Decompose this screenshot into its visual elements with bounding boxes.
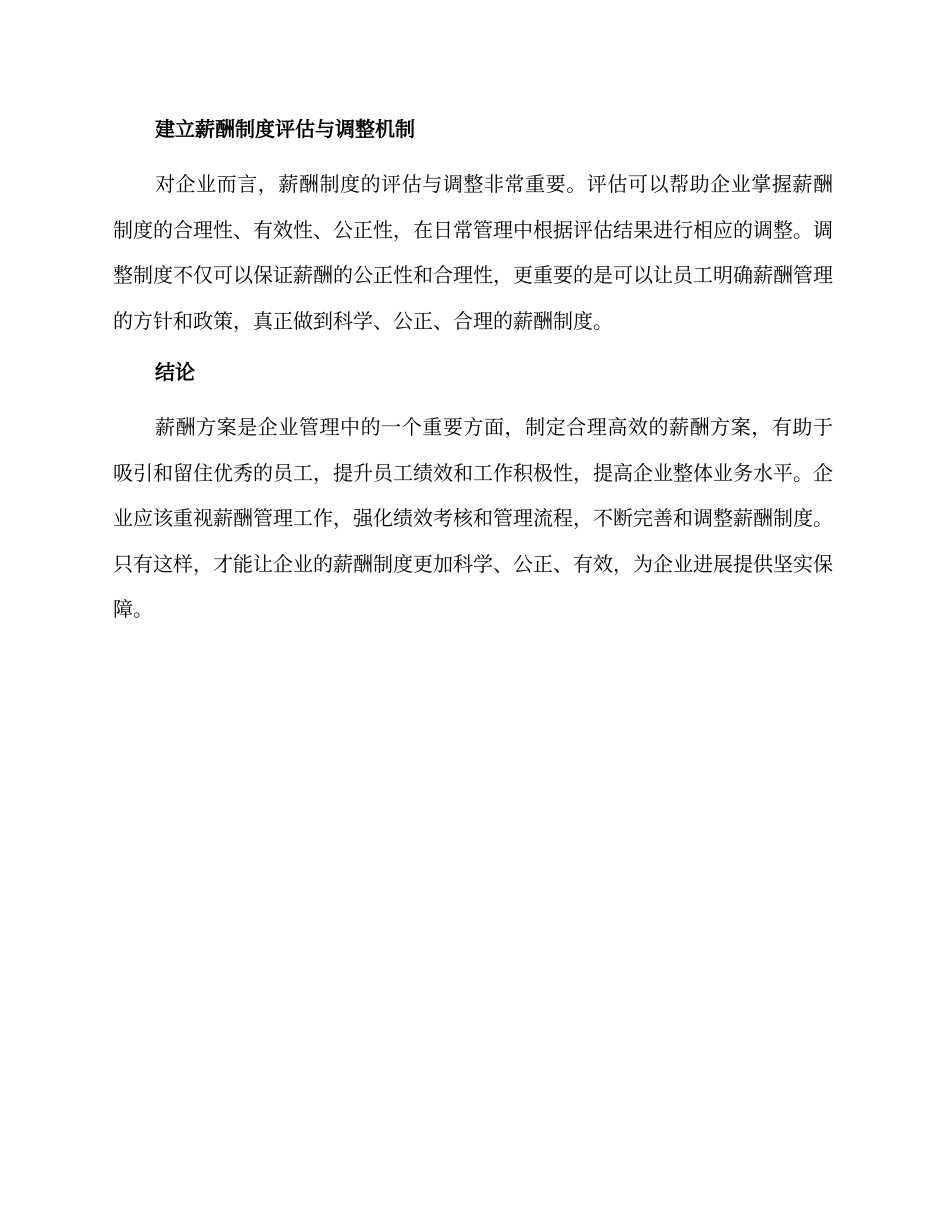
document-body bbox=[113, 113, 833, 633]
paragraph-conclusion: 薪酬方案是企业管理中的一个重要方面，制定合理高效的薪酬方案，有助于吸引和留住优秀的员工，提升员工绩效和工作积极性，提高企业整体业务水平。企业应该重视薪酬管理工作，强化绩效考核和管理流程，不断完善和调整薪酬制度。只有这样，才能让企业的薪酬制度更加科学、公正、有效，为企业进展提供坚实保障。 bbox=[113, 415, 833, 621]
section-heading-evaluation-mechanism: 建立薪酬制度评估与调整机制 bbox=[155, 117, 415, 141]
section-heading-conclusion: 结论 bbox=[155, 360, 195, 384]
paragraph-evaluation-mechanism: 对企业而言，薪酬制度的评估与调整非常重要。评估可以帮助企业掌握薪酬制度的合理性、有效性、公正性，在日常管理中根据评估结果进行相应的调整。调整制度不仅可以保证薪酬的公正性和合理性，更重要的是可以让员工明确薪酬管理的方针和政策，真正做到科学、公正、合理的薪酬制度。 bbox=[113, 172, 833, 333]
